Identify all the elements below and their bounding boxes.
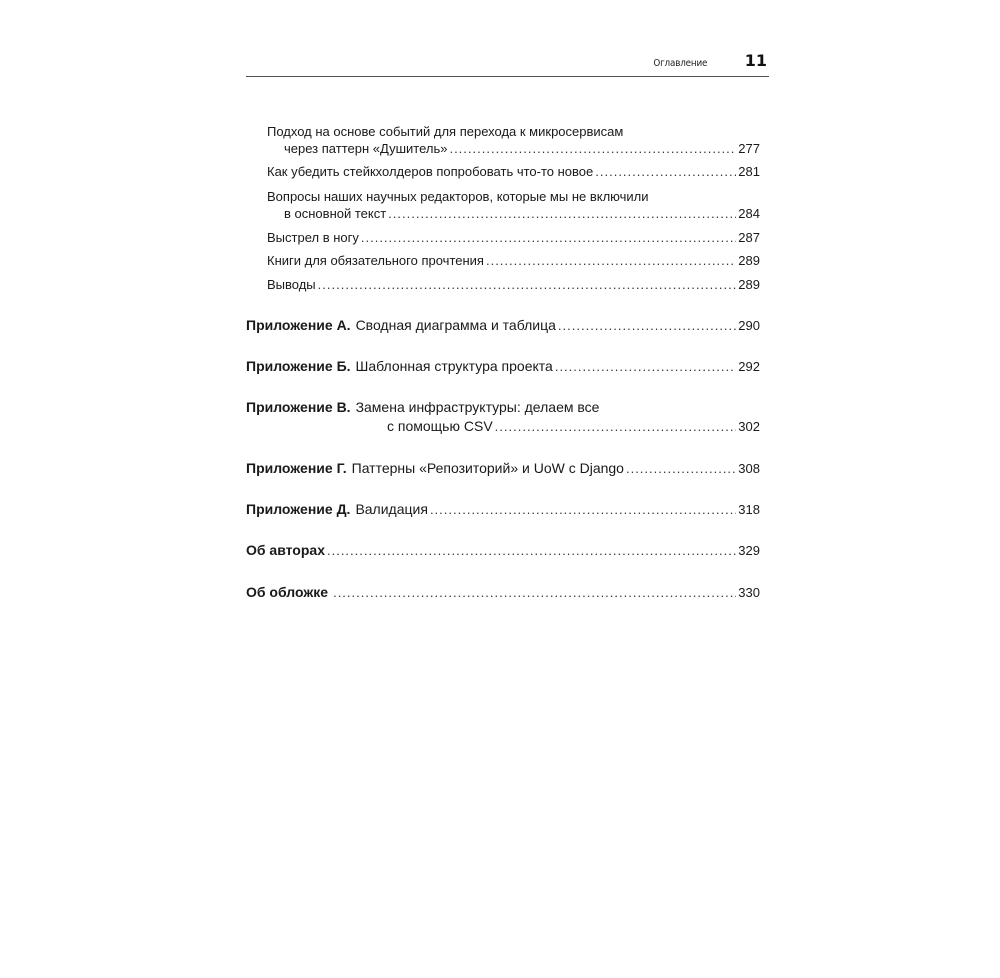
toc-appendix-a [246,316,760,335]
appendix-title: Замена инфраструктуры: делаем все [355,399,600,415]
toc-about-authors [246,541,760,560]
toc-entry [267,163,760,180]
section-label: Об обложке [246,584,329,600]
toc-entry-line [246,583,760,602]
appendix-title: Сводная диаграмма и таблица [355,317,556,333]
appendix-label: Приложение Д. [246,501,351,517]
toc-entry-line [246,316,760,335]
page-number: 11 [744,51,767,70]
toc-entry-line [246,459,760,478]
toc-entry-page: 330 [738,585,760,600]
toc-entry-line [246,357,760,376]
toc-entry-line [267,229,760,246]
dot-leader [626,459,736,478]
toc-entry-page: 281 [738,164,760,179]
dot-leader [449,140,736,157]
toc-entry-page: 308 [738,461,760,476]
toc-entry-page: 287 [738,230,760,245]
toc-entry-last-line [267,140,760,157]
toc-entry-first-line [267,188,760,205]
dot-leader [388,205,736,222]
toc-entry-page: 302 [738,419,760,434]
toc-entry-title: Подход на основе событий для перехода к микросервисам [267,124,624,139]
appendix-title: Валидация [355,501,428,517]
toc-entry-line [246,500,760,519]
toc-entry [267,123,760,157]
toc-entry-page: 292 [738,359,760,374]
dot-leader [486,252,736,269]
toc-entry-page: 277 [738,141,760,156]
toc-entry-line [267,163,760,180]
toc-entry-page: 289 [738,253,760,268]
toc-appendix-b [246,357,760,376]
toc-entry-title: Как убедить стейкхолдеров попробовать что-то новое [267,164,594,179]
appendix-title: Паттерны «Репозиторий» и UoW с Django [351,460,624,476]
toc-appendix-g [246,459,760,478]
toc-entry-page: 289 [738,277,760,292]
toc-entry-title: Выводы [267,277,316,292]
toc-about-cover [246,583,760,602]
toc-entry [267,276,760,293]
toc-entry-line [267,252,760,269]
dot-leader [595,163,736,180]
toc-appendix-v [246,398,760,436]
appendix-label: Приложение Г. [246,460,347,476]
toc-entry-page: 318 [738,502,760,517]
toc-entry-title-continued: в основной текст [284,206,387,221]
appendix-label: Приложение В. [246,399,351,415]
toc-entry-title: Вопросы наших научных редакторов, которые мы не включили [267,189,649,204]
toc-entry-page: 329 [738,543,760,558]
toc-entry-title-continued: через паттерн «Душитель» [284,141,448,156]
appendix-label: Приложение А. [246,317,351,333]
section-label: Об авторах [246,542,325,558]
running-header-title: Оглавление [653,58,707,69]
appendix-title-continued: с помощью CSV [387,418,493,434]
dot-leader [495,417,737,436]
toc-entry-page: 284 [738,206,760,221]
toc-entry-last-line [246,417,760,436]
toc-entry [267,252,760,269]
appendix-title: Шаблонная структура проекта [355,358,553,374]
toc-entry-title: Выстрел в ногу [267,230,359,245]
appendix-label: Приложение Б. [246,358,351,374]
dot-leader [318,276,737,293]
toc-appendix-d [246,500,760,519]
toc-entry-page: 290 [738,318,760,333]
toc-entry-line [267,276,760,293]
dot-leader [361,229,736,246]
toc-entry-first-line [267,123,760,140]
dot-leader [333,583,736,602]
toc-entry [267,229,760,246]
dot-leader [327,541,736,560]
toc-entry-first-line [246,398,760,417]
toc-entry-line [246,541,760,560]
dot-leader [555,357,736,376]
toc-entry-title: Книги для обязательного прочтения [267,253,484,268]
toc-entry-last-line [267,205,760,222]
toc-entry [267,188,760,222]
dot-leader [430,500,736,519]
dot-leader [558,316,736,335]
